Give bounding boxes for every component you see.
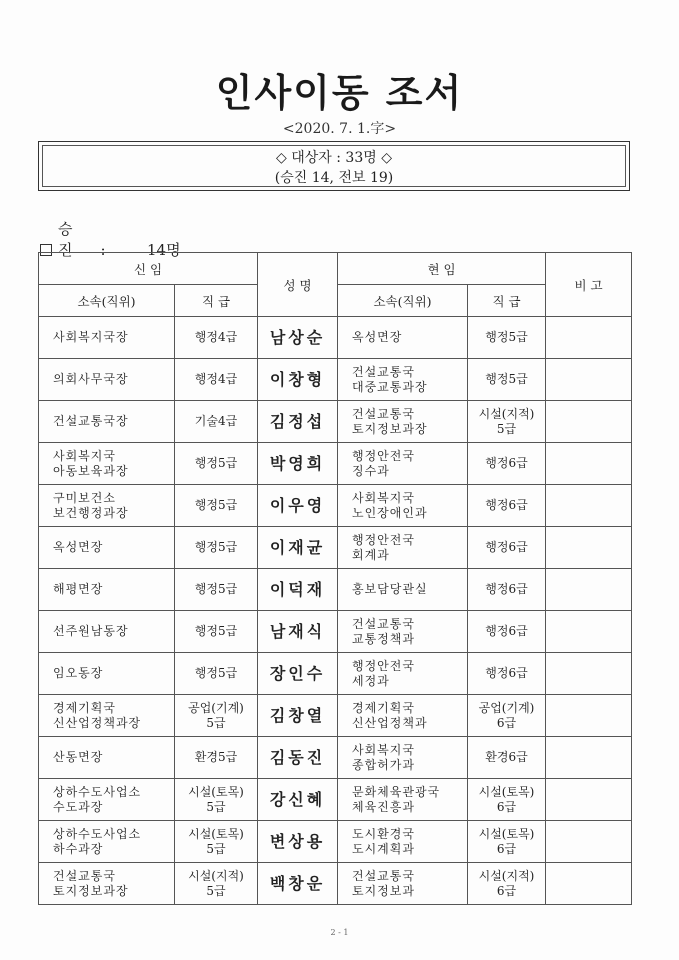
new-dept-cell-line: 해평면장 [53,582,104,596]
table-row [39,485,632,527]
header-new-grade: 직 급 [175,285,258,317]
person-name: 남상순 [258,317,338,359]
new-dept-cell [39,863,175,905]
person-name: 박영희 [258,443,338,485]
document-date: <2020. 7. 1.字> [282,121,397,137]
new-grade-cell [175,401,258,443]
table-row [39,611,632,653]
current-dept-cell-line: 도시환경국 [352,826,415,841]
current-grade-cell [468,695,546,737]
current-dept-cell-line: 행정안전국 [352,658,415,673]
new-dept-cell [39,821,175,863]
current-dept-cell-line: 홍보담당관실 [352,582,428,596]
new-grade-cell-line: 행정5급 [194,456,238,470]
current-grade-cell [468,401,546,443]
new-grade-cell-line: 5급 [206,841,226,856]
new-grade-cell [175,527,258,569]
table-row [39,359,632,401]
current-grade-cell [468,317,546,359]
new-dept-cell-line: 상하수도사업소 [53,826,142,841]
current-grade-cell [468,569,546,611]
current-grade-cell [468,359,546,401]
new-grade-cell [175,863,258,905]
page-number: 2 - 1 [330,928,349,937]
table-row [39,695,632,737]
remarks-cell [546,359,632,401]
current-dept-cell-line: 토지정보과 [352,883,415,898]
current-grade-cell-line: 시설(지적) [478,406,535,421]
new-grade-cell-line: 시설(토목) [188,826,244,841]
header-current-post: 현 임 [338,253,546,285]
current-dept-cell [338,359,468,401]
current-dept-cell [338,317,468,359]
new-grade-cell-line: 행정5급 [194,582,238,596]
current-dept-cell-line: 세정과 [352,673,390,688]
new-grade-cell-line: 5급 [206,715,226,730]
person-name: 변상용 [258,821,338,863]
new-dept-cell [39,695,175,737]
current-dept-cell-line: 문화체육관광국 [352,784,441,799]
current-dept-cell-line: 건설교통국 [352,364,415,379]
current-dept-cell-line: 대중교통과장 [352,379,428,394]
table-body [39,317,632,905]
current-dept-cell [338,527,468,569]
current-grade-cell [468,443,546,485]
table-row [39,863,632,905]
remarks-cell [546,695,632,737]
new-dept-cell-line: 구미보건소 [53,490,116,505]
current-dept-cell [338,863,468,905]
table-row [39,569,632,611]
new-grade-cell-line: 시설(지적) [188,868,244,883]
new-grade-cell-line: 기술4급 [194,414,238,428]
new-dept-cell-line: 경제기획국 [53,700,116,715]
new-dept-cell-line: 수도과장 [53,799,104,814]
new-grade-cell [175,485,258,527]
table-row [39,527,632,569]
current-grade-cell-line: 시설(토목) [478,826,535,841]
new-grade-cell [175,443,258,485]
current-dept-cell [338,821,468,863]
new-dept-cell-line: 토지정보과장 [53,883,129,898]
summary-breakdown: (승진 14, 전보 19) [274,170,394,186]
remarks-cell [546,821,632,863]
current-grade-cell [468,527,546,569]
new-grade-cell [175,359,258,401]
table-row [39,821,632,863]
current-grade-cell-line: 행정6급 [485,540,528,554]
new-grade-cell-line: 시설(토목) [188,784,244,799]
new-dept-cell [39,401,175,443]
current-dept-cell-line: 옥성면장 [352,330,403,344]
person-name: 이우영 [258,485,338,527]
current-dept-cell [338,569,468,611]
new-grade-cell-line: 5급 [206,799,226,814]
current-grade-cell [468,737,546,779]
person-name: 이재균 [258,527,338,569]
current-grade-cell-line: 6급 [496,883,517,898]
current-dept-cell [338,737,468,779]
person-name: 김정섭 [258,401,338,443]
new-dept-cell-line: 보건행정과장 [53,505,129,520]
new-dept-cell [39,611,175,653]
remarks-cell [546,527,632,569]
new-grade-cell [175,779,258,821]
new-grade-cell [175,737,258,779]
remarks-cell [546,611,632,653]
current-grade-cell-line: 환경6급 [485,750,528,764]
current-grade-cell-line: 시설(토목) [478,784,535,799]
document-title: 인사이동 조서 [215,71,464,115]
remarks-cell [546,443,632,485]
table-row [39,401,632,443]
transfer-table [38,252,632,905]
current-grade-cell-line: 6급 [496,715,517,730]
current-grade-cell-line: 시설(지적) [478,868,535,883]
person-name: 김동진 [258,737,338,779]
new-grade-cell-line: 행정5급 [194,624,238,638]
new-grade-cell-line: 행정5급 [194,540,238,554]
person-name: 이창형 [258,359,338,401]
header-name: 성 명 [258,253,338,317]
new-grade-cell [175,821,258,863]
new-dept-cell [39,485,175,527]
table-row [39,317,632,359]
current-dept-cell-line: 건설교통국 [352,406,415,421]
current-grade-cell-line: 6급 [496,841,517,856]
person-name: 강신혜 [258,779,338,821]
current-dept-cell-line: 경제기획국 [352,700,415,715]
new-dept-cell-line: 건설교통국 [53,868,116,883]
current-dept-cell [338,611,468,653]
remarks-cell [546,737,632,779]
header-new-post: 신 임 [39,253,258,285]
remarks-cell [546,863,632,905]
current-grade-cell-line: 행정5급 [485,372,528,386]
current-grade-cell-line: 행정6급 [485,582,528,596]
new-dept-cell [39,779,175,821]
new-dept-cell [39,653,175,695]
current-grade-cell [468,485,546,527]
new-grade-cell [175,317,258,359]
current-dept-cell-line: 사회복지국 [352,490,415,505]
current-grade-cell-line: 행정5급 [485,330,528,344]
header-new-dept: 소속(직위) [39,285,175,317]
current-dept-cell-line: 행정안전국 [352,448,415,463]
new-dept-cell-line: 선주원남동장 [53,624,129,638]
current-dept-cell-line: 교통정책과 [352,631,415,646]
current-grade-cell-line: 5급 [496,421,517,436]
current-dept-cell-line: 건설교통국 [352,868,415,883]
remarks-cell [546,485,632,527]
current-dept-cell-line: 종합허가과 [352,757,415,772]
section-label: 승 진: [58,220,134,259]
person-name: 장인수 [258,653,338,695]
new-dept-cell [39,359,175,401]
new-grade-cell-line: 공업(기계) [188,700,244,715]
new-grade-cell [175,569,258,611]
remarks-cell [546,653,632,695]
summary-inner [42,145,626,187]
new-dept-cell [39,317,175,359]
current-grade-cell-line: 행정6급 [485,498,528,512]
new-dept-cell-line: 건설교통국장 [53,414,129,428]
current-grade-cell [468,821,546,863]
current-grade-cell-line: 6급 [496,799,517,814]
section-count: 14명 [147,241,181,259]
header-remarks: 비 고 [546,253,632,317]
new-grade-cell-line: 행정5급 [194,666,238,680]
current-dept-cell-line: 체육진흥과 [352,799,415,814]
new-grade-cell [175,611,258,653]
current-dept-cell-line: 회계과 [352,547,390,562]
current-dept-cell-line: 도시계획과 [352,841,415,856]
current-grade-cell-line: 행정6급 [485,456,528,470]
current-dept-cell [338,695,468,737]
new-dept-cell-line: 임오동장 [53,666,104,680]
new-dept-cell [39,527,175,569]
new-grade-cell [175,653,258,695]
current-grade-cell [468,611,546,653]
summary-target-count: ◇ 대상자 : 33명 ◇ [276,150,392,166]
table-row [39,443,632,485]
person-name: 김창열 [258,695,338,737]
new-dept-cell-line: 신산업정책과장 [53,715,142,730]
current-dept-cell [338,443,468,485]
current-grade-cell [468,779,546,821]
current-dept-cell-line: 신산업정책과 [352,715,428,730]
person-name: 이덕재 [258,569,338,611]
new-dept-cell [39,737,175,779]
current-grade-cell-line: 행정6급 [485,624,528,638]
new-grade-cell-line: 행정5급 [194,498,238,512]
current-dept-cell-line: 건설교통국 [352,616,415,631]
new-grade-cell-line: 행정4급 [194,372,238,386]
current-dept-cell [338,779,468,821]
new-grade-cell-line: 행정4급 [194,330,238,344]
new-dept-cell [39,443,175,485]
current-dept-cell-line: 행정안전국 [352,532,415,547]
new-dept-cell-line: 하수과장 [53,841,104,856]
remarks-cell [546,779,632,821]
new-dept-cell [39,569,175,611]
person-name: 남재식 [258,611,338,653]
new-dept-cell-line: 산동면장 [53,750,104,764]
current-dept-cell [338,653,468,695]
new-dept-cell-line: 옥성면장 [53,540,104,554]
table-row [39,779,632,821]
new-dept-cell-line: 사회복지국 [53,448,116,463]
current-grade-cell-line: 행정6급 [485,666,528,680]
summary-box [38,141,630,191]
current-dept-cell-line: 사회복지국 [352,742,415,757]
remarks-cell [546,569,632,611]
current-dept-cell-line: 토지정보과장 [352,421,428,436]
table-row [39,737,632,779]
new-dept-cell-line: 사회복지국장 [53,330,129,344]
current-dept-cell-line: 징수과 [352,463,390,478]
table-row [39,653,632,695]
new-grade-cell [175,695,258,737]
new-dept-cell-line: 상하수도사업소 [53,784,142,799]
current-dept-cell [338,485,468,527]
current-dept-cell [338,401,468,443]
remarks-cell [546,317,632,359]
remarks-cell [546,401,632,443]
current-grade-cell [468,863,546,905]
header-cur-dept: 소속(직위) [338,285,468,317]
current-dept-cell-line: 노인장애인과 [352,505,428,520]
new-dept-cell-line: 의회사무국장 [53,372,129,386]
current-grade-cell-line: 공업(기계) [478,700,535,715]
new-grade-cell-line: 환경5급 [194,750,238,764]
new-grade-cell-line: 5급 [206,883,226,898]
header-cur-grade: 직 급 [468,285,546,317]
new-dept-cell-line: 아동보육과장 [53,463,129,478]
current-grade-cell [468,653,546,695]
person-name: 백창운 [258,863,338,905]
